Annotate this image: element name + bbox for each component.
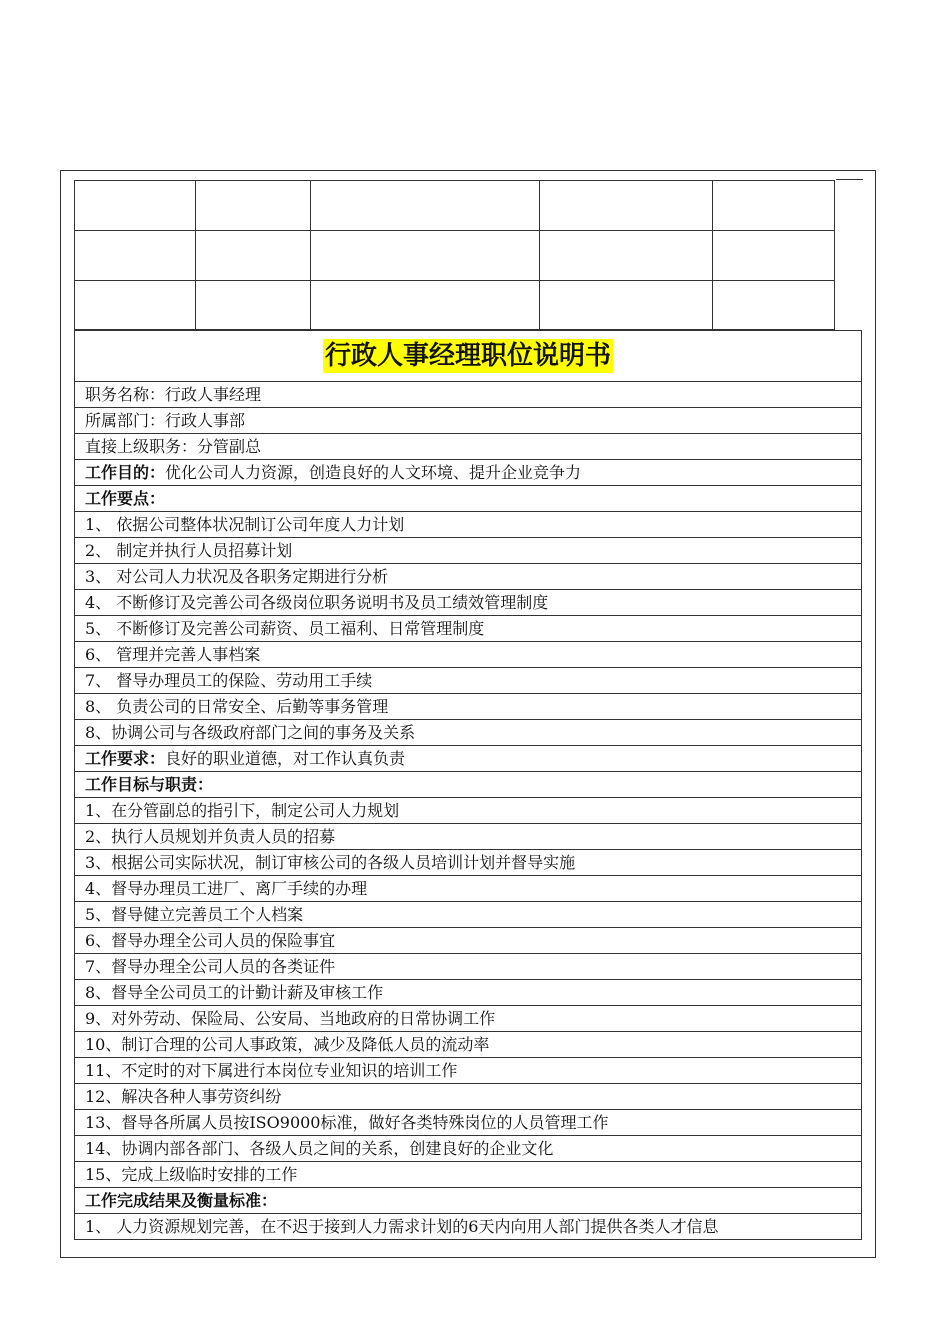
requirements-label: 工作要求： [85, 748, 166, 768]
list-item: 7、 督导办理员工的保险、劳动用工手续 [75, 668, 862, 694]
results-row [75, 1188, 862, 1214]
department: 所属部门：行政人事部 [75, 408, 862, 434]
list-item: 7、督导办理全公司人员的各类证件 [75, 954, 862, 980]
list-item: 2、执行人员规划并负责人员的招募 [75, 824, 862, 850]
list-item: 12、解决各种人事劳资纠纷 [75, 1084, 862, 1110]
header-cell [75, 231, 196, 281]
position-name: 职务名称：行政人事经理 [75, 382, 862, 408]
list-item: 10、制订合理的公司人事政策，减少及降低人员的流动率 [75, 1032, 862, 1058]
header-cell [75, 281, 196, 330]
header-cell [311, 231, 540, 281]
list-item: 14、协调内部各部门、各级人员之间的关系，创建良好的企业文化 [75, 1136, 862, 1162]
header-cell [196, 181, 311, 231]
header-cell [713, 231, 835, 281]
list-item: 8、 负责公司的日常安全、后勤等事务管理 [75, 694, 862, 720]
list-item: 8、督导全公司员工的计勤计薪及审核工作 [75, 980, 862, 1006]
header-cell [311, 181, 540, 231]
header-cell [540, 231, 713, 281]
header-cell [196, 231, 311, 281]
list-item: 2、 制定并执行人员招募计划 [75, 538, 862, 564]
list-item: 8、协调公司与各级政府部门之间的事务及关系 [75, 720, 862, 746]
header-cell [196, 281, 311, 330]
purpose-label: 工作目的： [85, 462, 166, 482]
header-cell [713, 181, 835, 231]
requirements-row [75, 746, 862, 772]
list-item: 5、督导健立完善员工个人档案 [75, 902, 862, 928]
header-cell [713, 281, 835, 330]
results-label: 工作完成结果及衡量标准： [85, 1190, 278, 1210]
header-cell [75, 181, 196, 231]
supervisor: 直接上级职务：分管副总 [75, 434, 862, 460]
responsibilities-label: 工作目标与职责： [85, 774, 214, 794]
header-cell [540, 181, 713, 231]
requirements-text: 良好的职业道德，对工作认真负责 [165, 748, 406, 768]
purpose-row [75, 460, 862, 486]
list-item: 6、 管理并完善人事档案 [75, 642, 862, 668]
key-points-label: 工作要点： [85, 488, 166, 508]
list-item: 4、督导办理员工进厂、离厂手续的办理 [75, 876, 862, 902]
list-item: 3、根据公司实际状况，制订审核公司的各级人员培训计划并督导实施 [75, 850, 862, 876]
document-title: 行政人事经理职位说明书 [324, 341, 611, 371]
list-item: 1、 依据公司整体状况制订公司年度人力计划 [75, 512, 862, 538]
title-cell [75, 331, 862, 382]
grid-edge-line [836, 179, 863, 180]
purpose-text: 优化公司人力资源，创造良好的人文环境、提升企业竞争力 [165, 462, 582, 482]
list-item: 13、督导各所属人员按ISO9000标准，做好各类特殊岗位的人员管理工作 [75, 1110, 862, 1136]
list-item: 9、对外劳动、保险局、公安局、当地政府的日常协调工作 [75, 1006, 862, 1032]
list-item: 4、 不断修订及完善公司各级岗位职务说明书及员工绩效管理制度 [75, 590, 862, 616]
list-item: 11、不定时的对下属进行本岗位专业知识的培训工作 [75, 1058, 862, 1084]
header-grid [74, 180, 835, 330]
list-item: 1、 人力资源规划完善，在不迟于接到人力需求计划的6天内向用人部门提供各类人才信息 [75, 1214, 862, 1240]
responsibilities-row [75, 772, 862, 798]
list-item: 15、完成上级临时安排的工作 [75, 1162, 862, 1188]
list-item: 5、 不断修订及完善公司薪资、员工福利、日常管理制度 [75, 616, 862, 642]
list-item: 3、 对公司人力状况及各职务定期进行分析 [75, 564, 862, 590]
header-cell [540, 281, 713, 330]
list-item: 1、在分管副总的指引下，制定公司人力规划 [75, 798, 862, 824]
list-item: 6、督导办理全公司人员的保险事宜 [75, 928, 862, 954]
key-points-row [75, 486, 862, 512]
job-description-table [74, 330, 862, 1240]
header-cell [311, 281, 540, 330]
